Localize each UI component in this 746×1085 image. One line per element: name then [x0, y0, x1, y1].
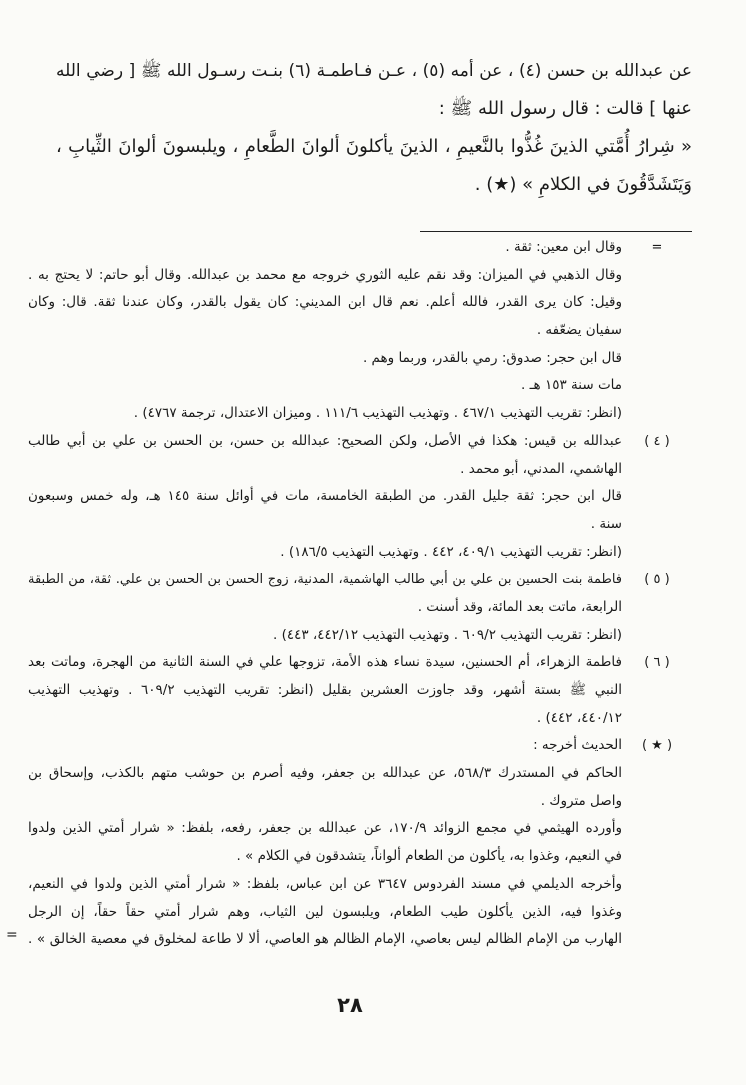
- footnote-marker: [622, 400, 692, 428]
- footnote-line: [28, 732, 692, 760]
- footnote-line: [28, 677, 692, 705]
- footnote-line: [28, 262, 692, 290]
- footnote-line: [28, 788, 692, 816]
- footnote-line: [28, 926, 692, 954]
- footnote-marker: [622, 788, 692, 816]
- footnote-marker: ( ★ ): [641, 738, 673, 754]
- footnote-marker: [622, 345, 692, 373]
- footnote-marker: [622, 899, 692, 927]
- hadith-text-line: « شِرارُ أُمَّتي الذينَ غُذُّوا بالنَّعيمِ ، الذينَ يأكلونَ ألوانَ الطَّعامِ ، ويلبسونَ ألوانَ الثِّيابِ ،: [56, 136, 692, 157]
- hadith-text-line: وَيَتَشَدَّقُونَ في الكلامِ » (★) .: [474, 174, 692, 195]
- footnote-line: [28, 511, 692, 539]
- footnote-line: [28, 899, 692, 927]
- footnote-text: (انظر: تقريب التهذيب ٤٦٧/١ . وتهذيب التهذيب ١١١/٦ . وميزان الاعتدال، ترجمة ٤٧٦٧) .: [133, 405, 622, 422]
- footnote-line: [28, 428, 692, 456]
- footnote-text: (انظر: تقريب التهذيب ٦٠٩/٢ . وتهذيب التهذيب ٤٤٢/١٢، ٤٤٣) .: [272, 626, 622, 643]
- main-text-line: عنها ] قالت : قال رسول الله ﷺ :: [438, 98, 692, 119]
- footnote-line: [28, 871, 692, 899]
- footnote-text: قال ابن حجر: ثقة جليل القدر. من الطبقة الخامسة، مات في أوائل سنة ١٤٥ هـ، وله خمس وسبعون: [28, 488, 622, 505]
- footnote-separator: [420, 231, 692, 232]
- footnote-marker: [622, 317, 692, 345]
- footnote-line: [28, 234, 692, 262]
- footnote-text: وأخرجه الديلمي في مسند الفردوس ٣٦٤٧ عن ابن عباس، بلفظ: « شرار أمتي الذين ولدوا في النعيم،: [28, 875, 622, 892]
- footnote-text: الهارب من الإمام الظالم ليس بعاصي، الإمام الظالم هو العاصي، ألا لا طاعة لمخلوق في معصية الخالق » .: [28, 931, 622, 948]
- footnote-text: في النعيم، وغذوا به، يأكلون من الطعام ألواناً، يتشدقون في الكلام » .: [236, 848, 622, 865]
- footnote-marker: [622, 843, 692, 871]
- footnote-line: [28, 566, 692, 594]
- footnote-text: واصل متروك .: [540, 792, 622, 809]
- footnote-line: [28, 317, 692, 345]
- footnote-text: قال ابن حجر: صدوق: رمي بالقدر، وربما وهم .: [362, 349, 622, 366]
- footnote-text: فاطمة الزهراء، أم الحسنين، سيدة نساء هذه الأمة، تزوجها علي في السنة الثانية من الهجرة، وماتت بعد: [28, 654, 622, 671]
- continuation-marker: =: [651, 240, 663, 255]
- footnote-marker: ( ٦ ): [644, 655, 670, 671]
- footnote-text: وقال ابن معين: ثقة .: [505, 239, 622, 255]
- footnote-marker: [622, 871, 692, 899]
- footnote-line: [28, 483, 692, 511]
- footnote-marker: ( ٥ ): [644, 572, 670, 588]
- footnote-line: [28, 289, 692, 317]
- footnote-text: وغذوا فيه، الذين يأكلون طيب الطعام، ويلبسون لين الثياب، وهم شرار أمتي حقاً حقاً، إن الرجل: [28, 903, 622, 920]
- footnote-text: وقيل: كان يرى القدر، فالله أعلم. نعم قال ابن المديني: كان يقول بالقدر، وكان عندنا ثقة. قال: وكان: [28, 294, 622, 311]
- footnote-line: [28, 622, 692, 650]
- footnote-text: الهاشمي، المدني، أبو محمد .: [460, 460, 622, 477]
- footnote-line: [28, 539, 692, 567]
- footnote-text: النبي ﷺ بستة أشهر، وقد جاوزت العشرين بقليل (انظر: تقريب التهذيب ٦٠٩/٢ . وتهذيب التهذيب: [28, 682, 622, 698]
- footnote-text: الرابعة، ماتت بعد المائة، وقد أسنت .: [417, 598, 622, 615]
- footnote-marker: [622, 622, 692, 650]
- footnote-marker: [622, 539, 692, 567]
- main-text-line: عن عبدالله بن حسن (٤) ، عن أمه (٥) ، عـن فـاطمـة (٦) بنـت رسـول الله ﷺ [ رضي الله: [56, 61, 692, 81]
- footnote-marker: [622, 262, 692, 290]
- footnote-marker: [622, 705, 692, 733]
- footnote-marker: [622, 594, 692, 622]
- footnote-line: [28, 843, 692, 871]
- footnote-text: وأورده الهيثمي في مجمع الزوائد ١٧٠/٩، عن عبدالله بن جعفر، رفعه، بلفظ: « شرار أمتي الذين ولدوا: [28, 820, 622, 837]
- footnote-marker: [622, 372, 692, 400]
- footnote-line: [28, 372, 692, 400]
- footnote-marker: [622, 677, 692, 705]
- footnote-marker: [622, 456, 692, 484]
- footnote-line: [28, 649, 692, 677]
- footnote-marker: [622, 483, 692, 511]
- footnote-text: مات سنة ١٥٣ هـ .: [521, 377, 622, 394]
- footnote-text: فاطمة بنت الحسين بن علي بن أبي طالب الهاشمية، المدنية، زوج الحسن بن الحسن بن علي. ثقة، من الطبقة: [28, 572, 622, 588]
- footnote-text: (انظر: تقريب التهذيب ٤٠٩/١، ٤٤٢ . وتهذيب التهذيب ١٨٦/٥) .: [280, 543, 622, 560]
- footnote-text: الحاكم في المستدرك ٥٦٨/٣، عن عبدالله بن جعفر، وفيه أصرم بن حوشب متهم بالكذب، وإسحاق بن: [28, 765, 622, 782]
- footnote-line: [28, 760, 692, 788]
- page-number: ٢٨: [337, 993, 363, 1017]
- footnote-marker: ( ٤ ): [644, 433, 670, 449]
- footnote-marker: [622, 511, 692, 539]
- footnote-text: ٤٤٠/١٢، ٤٤٢) .: [536, 709, 622, 726]
- footnote-text: عبدالله بن قيس: هكذا في الأصل، ولكن الصحيح: عبدالله بن حسن، بن الحسن بن علي بن أبي طالب: [28, 432, 622, 449]
- footnote-line: [28, 456, 692, 484]
- footnote-line: [28, 705, 692, 733]
- footnotes: [28, 234, 692, 954]
- continuation-marker-bottom: =: [6, 927, 18, 943]
- footnote-text: الحديث أخرجه :: [533, 737, 622, 754]
- footnote-text: سنة .: [590, 515, 622, 532]
- footnote-line: [28, 345, 692, 373]
- footnote-marker: [622, 815, 692, 843]
- footnote-marker: [622, 926, 692, 954]
- footnote-line: [28, 400, 692, 428]
- footnote-text: وقال الذهبي في الميزان: وقد نقم عليه الثوري خروجه مع محمد بن عبدالله. وقال أبو حاتم: لا يحتج به .: [28, 266, 622, 283]
- footnote-text: سفيان يضعّفه .: [536, 322, 622, 339]
- footnote-marker: [622, 760, 692, 788]
- footnote-line: [28, 815, 692, 843]
- footnote-line: [28, 594, 692, 622]
- main-text: [56, 52, 692, 204]
- footnote-marker: [622, 289, 692, 317]
